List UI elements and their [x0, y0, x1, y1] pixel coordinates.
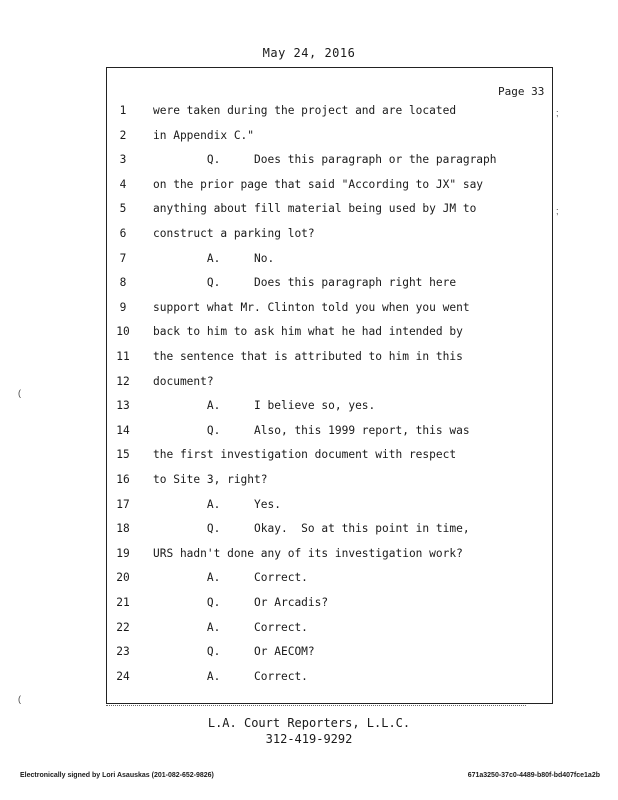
line-number: 20 — [116, 571, 130, 585]
line-number: 14 — [116, 423, 130, 437]
transcript-line: URS hadn't done any of its investigation work? — [153, 546, 463, 560]
esign-notice: Electronically signed by Lori Asauskas (201-082-652-9826) — [20, 772, 214, 779]
transcript-line: document? — [153, 374, 214, 388]
transcript-line: Q. Does this paragraph right here — [153, 276, 457, 290]
line-number: 19 — [116, 546, 130, 560]
transcript-line: A. I believe so, yes. — [153, 399, 376, 413]
footer-phone: 312-419-9292 — [265, 732, 353, 746]
transcript-line: A. Correct. — [153, 669, 308, 683]
transcript-line: anything about fill material being used by JM to — [153, 202, 477, 216]
transcript-line: A. No. — [153, 251, 275, 265]
transcript-line: support what Mr. Clinton told you when you went — [153, 300, 470, 314]
line-number: 6 — [119, 227, 127, 240]
transcript-line: on the prior page that said "According to JX" say — [153, 177, 484, 191]
header-date: May 24, 2016 — [262, 46, 356, 60]
page-number: Page 33 — [498, 85, 545, 98]
esign-hash: 671a3250-37c0-4489-b80f-bd407fce1a2b — [467, 772, 600, 779]
transcript-line: the sentence that is attributed to him in this — [153, 350, 463, 363]
line-number: 11 — [116, 350, 130, 363]
line-number: 8 — [119, 276, 127, 290]
frame-bottom-rule — [106, 705, 526, 707]
footer-company: L.A. Court Reporters, L.L.C. — [207, 716, 411, 730]
line-number: 24 — [116, 669, 130, 683]
scan-mark: ( — [18, 388, 21, 398]
line-number: 3 — [119, 153, 127, 167]
line-number: 2 — [119, 128, 127, 142]
line-number: 16 — [116, 473, 130, 486]
transcript-line: construct a parking lot? — [153, 227, 315, 240]
line-number: 1 — [119, 104, 127, 117]
line-number: 12 — [116, 374, 130, 388]
line-number: 10 — [116, 325, 130, 339]
line-number: 4 — [119, 177, 127, 191]
transcript-line: back to him to ask him what he had intended by — [153, 325, 463, 339]
scan-mark: ( — [18, 694, 21, 704]
transcript-line: to Site 3, right? — [153, 473, 268, 486]
line-number: 21 — [116, 596, 130, 609]
line-number: 13 — [116, 399, 130, 413]
transcript-line: Q. Okay. So at this point in time, — [153, 522, 470, 536]
line-number: 22 — [116, 620, 130, 634]
transcript-line: Q. Or AECOM? — [153, 645, 315, 659]
transcript-line: in Appendix C." — [153, 128, 255, 142]
transcript-line: were taken during the project and are located — [153, 104, 457, 117]
line-number: 15 — [116, 448, 130, 462]
line-number: 18 — [116, 522, 130, 536]
transcript-line: A. Correct. — [153, 620, 308, 634]
line-number: 9 — [119, 300, 127, 314]
line-number: 23 — [116, 645, 130, 659]
transcript-line: A. Yes. — [153, 497, 281, 511]
transcript-line: A. Correct. — [153, 571, 308, 585]
scan-mark: ; — [556, 206, 559, 216]
transcript-line: Q. Or Arcadis? — [153, 596, 329, 609]
line-number: 17 — [116, 497, 130, 511]
line-number: 7 — [119, 251, 127, 265]
line-number: 5 — [119, 202, 127, 216]
scan-mark: ; — [556, 108, 559, 118]
transcript-line: the first investigation document with respect — [153, 448, 457, 462]
transcript-line: Q. Does this paragraph or the paragraph — [153, 153, 497, 167]
transcript-line: Q. Also, this 1999 report, this was — [153, 423, 470, 437]
